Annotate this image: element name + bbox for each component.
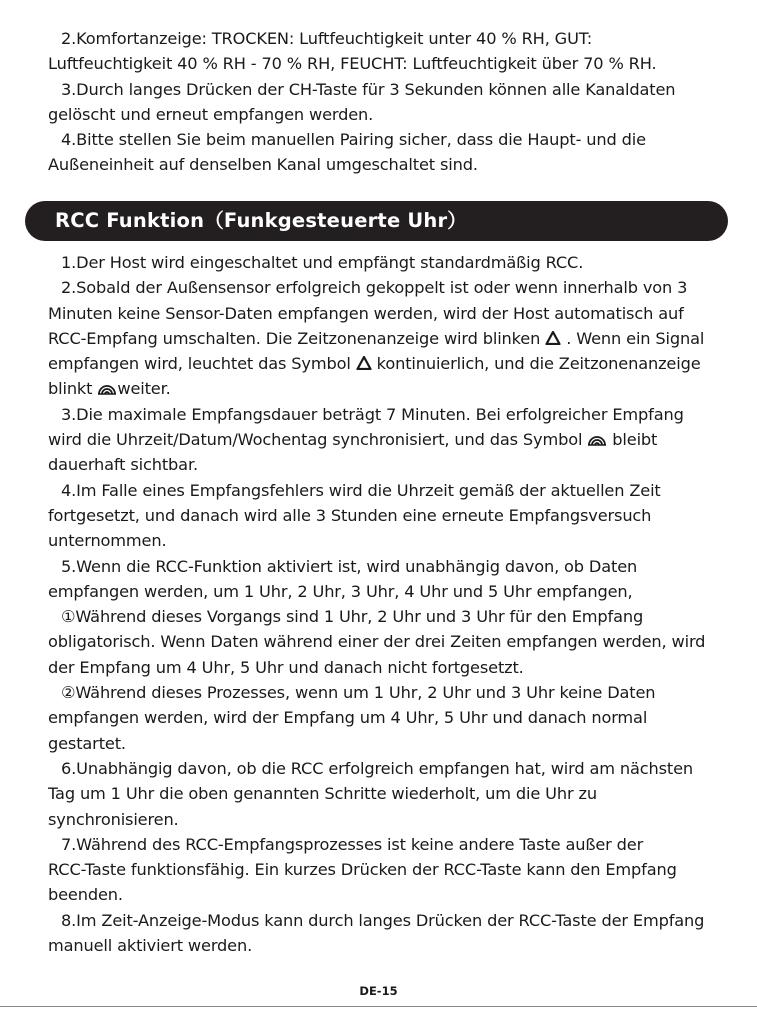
text-line: unternommen.: [48, 531, 167, 551]
text-line: 2.Komfortanzeige: TROCKEN: Luftfeuchtigkeit unter 40 % RH, GUT:: [61, 29, 593, 48]
text-line: empfangen werden, wird der Empfang um 4 Uhr, 5 Uhr und danach normal: [48, 708, 648, 728]
text-line: dauerhaft sichtbar.: [48, 455, 198, 475]
text-line: [0, 326, 757, 351]
text-line: 3.Durch langes Drücken der CH-Taste für 3 Sekunden können alle Kanaldaten: [61, 79, 676, 99]
section-heading: RCC Funktion（Funkgesteuerte Uhr）: [55, 209, 468, 232]
text-segment: wird die Uhrzeit/Datum/Wochentag synchronisiert, und das Symbol: [48, 430, 588, 450]
text-line: RCC-Taste funktionsfähig. Ein kurzes Drücken der RCC-Taste kann den Empfang: [48, 860, 677, 880]
page-bottom-rule: [0, 1006, 757, 1007]
text-line: gestartet.: [48, 733, 126, 753]
text-line: 1.Der Host wird eingeschaltet und empfängt standardmäßig RCC.: [61, 253, 584, 272]
text-segment: . Wenn ein Signal: [561, 328, 705, 348]
intro-paragraphs: [0, 26, 757, 178]
text-line: 7.Während des RCC-Empfangsprozesses ist keine andere Taste außer der: [61, 834, 644, 854]
text-line: Außeneinheit auf denselben Kanal umgeschaltet sind.: [48, 155, 478, 175]
text-segment: RCC-Empfang umschalten. Die Zeitzonenanzeige wird blinken: [48, 328, 546, 348]
text-line: obligatorisch. Wenn Daten während einer der drei Zeiten empfangen werden, wird: [48, 632, 706, 652]
text-line: 3.Die maximale Empfangsdauer beträgt 7 Minuten. Bei erfolgreicher Empfang: [61, 404, 684, 424]
text-line: [0, 427, 757, 452]
signal-waves-icon: [587, 428, 607, 453]
text-line: ①Während dieses Vorgangs sind 1 Uhr, 2 Uhr und 3 Uhr für den Empfang: [61, 607, 644, 627]
text-line: [0, 376, 757, 401]
text-line: [0, 351, 757, 376]
text-segment: weiter.: [117, 379, 171, 399]
text-line: 2.Sobald der Außensensor erfolgreich gekoppelt ist oder wenn innerhalb von 3: [61, 278, 688, 298]
page-number: DE-15: [359, 984, 398, 998]
text-line: Minuten keine Sensor-Daten empfangen werden, wird der Host automatisch auf: [48, 303, 684, 323]
text-line: empfangen werden, um 1 Uhr, 2 Uhr, 3 Uhr, 4 Uhr und 5 Uhr empfangen,: [48, 581, 633, 601]
text-line: beenden.: [48, 885, 123, 905]
signal-waves-icon: [97, 377, 117, 402]
antenna-tower-icon: [545, 327, 561, 352]
text-line: Luftfeuchtigkeit 40 % RH - 70 % RH, FEUCHT: Luftfeuchtigkeit über 70 % RH.: [48, 54, 657, 74]
text-line: gelöscht und erneut empfangen werden.: [48, 104, 374, 124]
text-line: Tag um 1 Uhr die oben genannten Schritte wiederholt, um die Uhr zu: [48, 784, 597, 804]
text-line: 8.Im Zeit-Anzeige-Modus kann durch langes Drücken der RCC-Taste der Empfang: [61, 910, 705, 930]
text-line: 5.Wenn die RCC-Funktion aktiviert ist, wird unabhängig davon, ob Daten: [61, 556, 638, 576]
text-line: fortgesetzt, und danach wird alle 3 Stunden eine erneute Empfangsversuch: [48, 505, 652, 525]
text-line: der Empfang um 4 Uhr, 5 Uhr und danach nicht fortgesetzt.: [48, 657, 524, 677]
text-line: synchronisieren.: [48, 809, 179, 829]
section-heading-banner: [25, 201, 728, 241]
text-line: 4.Im Falle eines Empfangsfehlers wird die Uhrzeit gemäß der aktuellen Zeit: [61, 480, 661, 500]
rcc-paragraphs: [0, 250, 757, 958]
text-segment: blinkt: [48, 379, 98, 399]
text-line: ②Während dieses Prozesses, wenn um 1 Uhr, 2 Uhr und 3 Uhr keine Daten: [61, 683, 656, 703]
text-line: 6.Unabhängig davon, ob die RCC erfolgreich empfangen hat, wird am nächsten: [61, 758, 693, 778]
text-segment: kontinuierlich, und die Zeitzonenanzeige: [371, 354, 701, 374]
text-segment: bleibt: [607, 430, 658, 450]
text-line: 4.Bitte stellen Sie beim manuellen Pairing sicher, dass die Haupt- und die: [61, 130, 646, 150]
text-line: manuell aktiviert werden.: [48, 936, 253, 956]
text-segment: empfangen wird, leuchtet das Symbol: [48, 354, 356, 374]
antenna-tower-icon: [356, 352, 372, 377]
